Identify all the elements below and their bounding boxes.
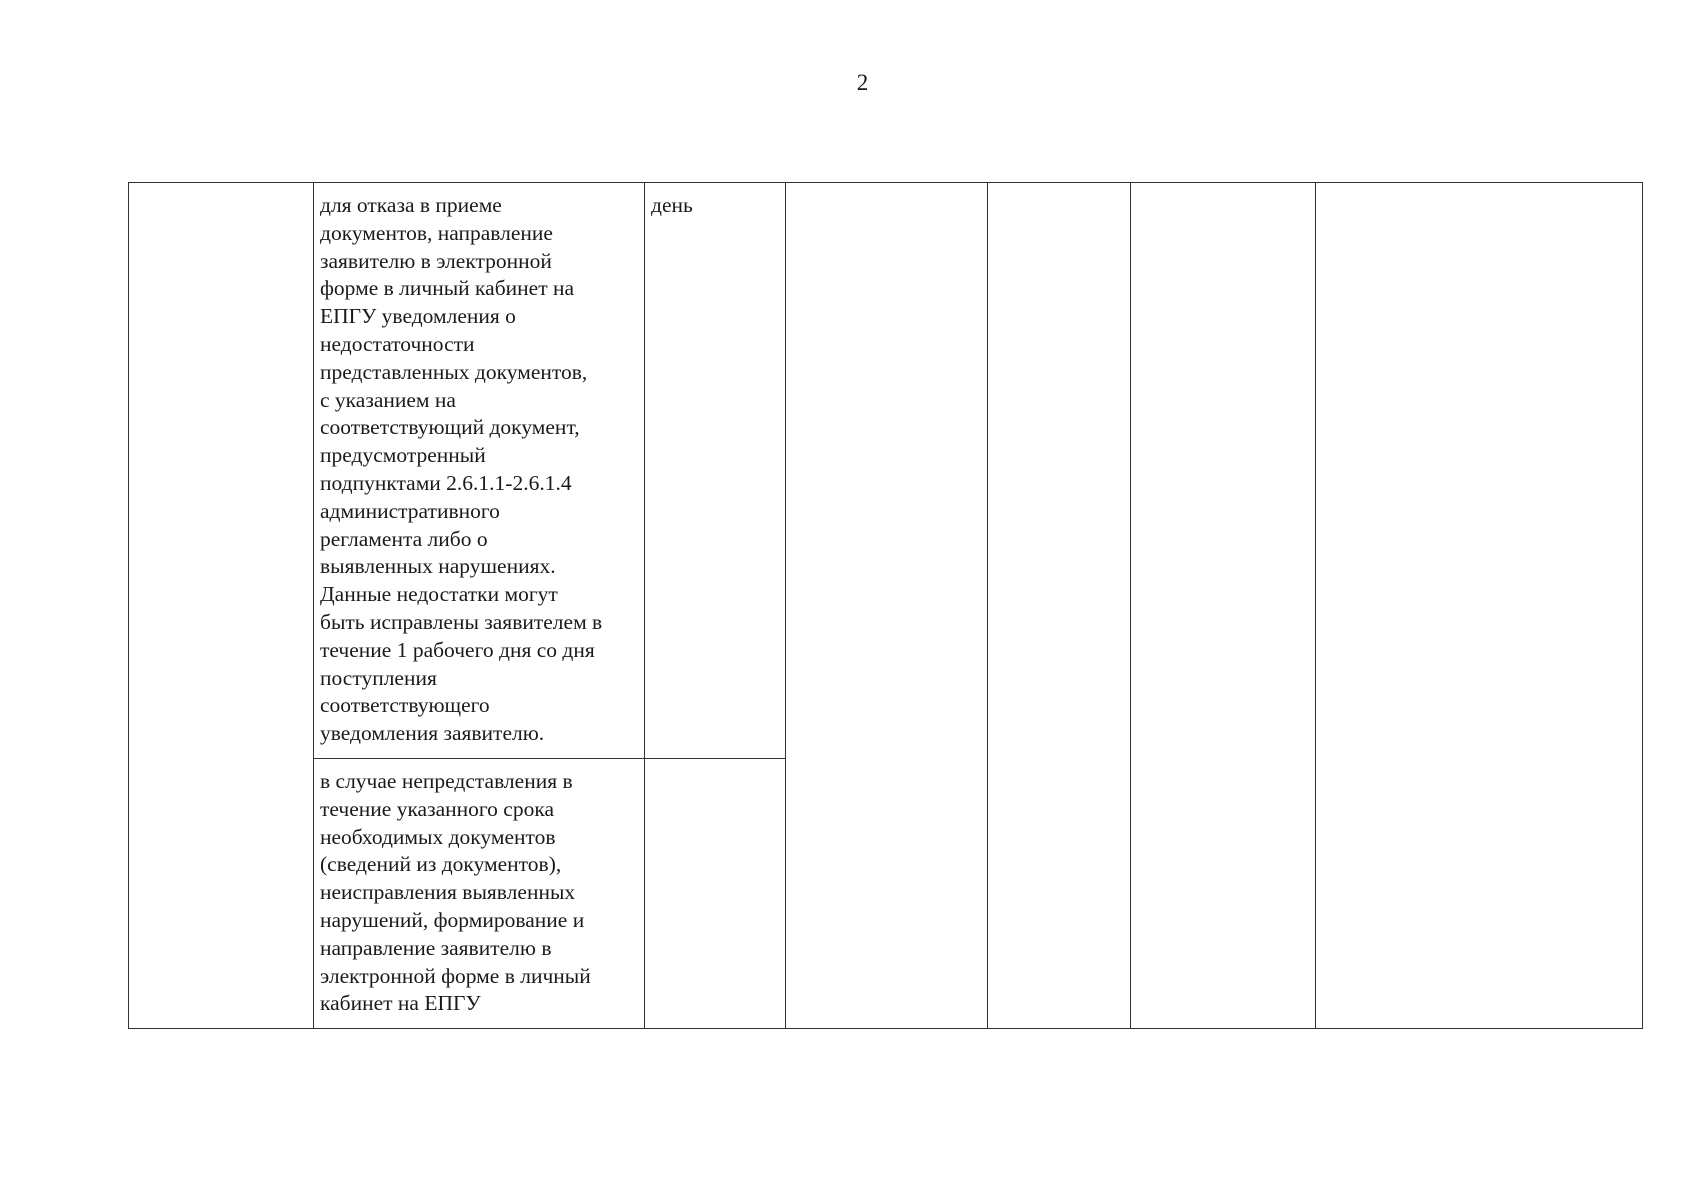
decision-criteria-cell	[1131, 183, 1316, 1029]
term-cell	[645, 758, 786, 1028]
responsible-official-cell	[786, 183, 988, 1029]
term-text	[645, 759, 785, 768]
action-content-cell	[314, 183, 645, 759]
action-content-text: для отказа в приеме документов, направление заявителю в электронной форме в личный кабинет на ЕПГУ уведомления о недостаточности представленных документов, с указанием на соответствующий документ, предусмотренный подпунктами 2.6.1.1-2.6.1.4 административного регламента либо о выявленных нарушениях. Данные недостатки могут быть исправлены заявителем в течение 1 рабочего дня со дня поступления соответствующего уведомления заявителю.	[320, 193, 603, 746]
table-row	[129, 183, 1643, 759]
action-content-cell	[314, 758, 645, 1028]
term-text: день	[651, 193, 693, 217]
action-content-text: в случае непредставления в течение указанного срока необходимых документов (сведений из документов), неисправления выявленных нарушений, формирование и направление заявителю в электронной форме в личный кабинет на ЕПГУ	[320, 768, 591, 1016]
result-cell	[1316, 183, 1643, 1029]
procedure-table	[128, 182, 1643, 1029]
term-cell	[645, 183, 786, 759]
procedure-basis-cell	[129, 183, 314, 1029]
location-cell	[988, 183, 1131, 1029]
page-number: 2	[856, 70, 869, 95]
